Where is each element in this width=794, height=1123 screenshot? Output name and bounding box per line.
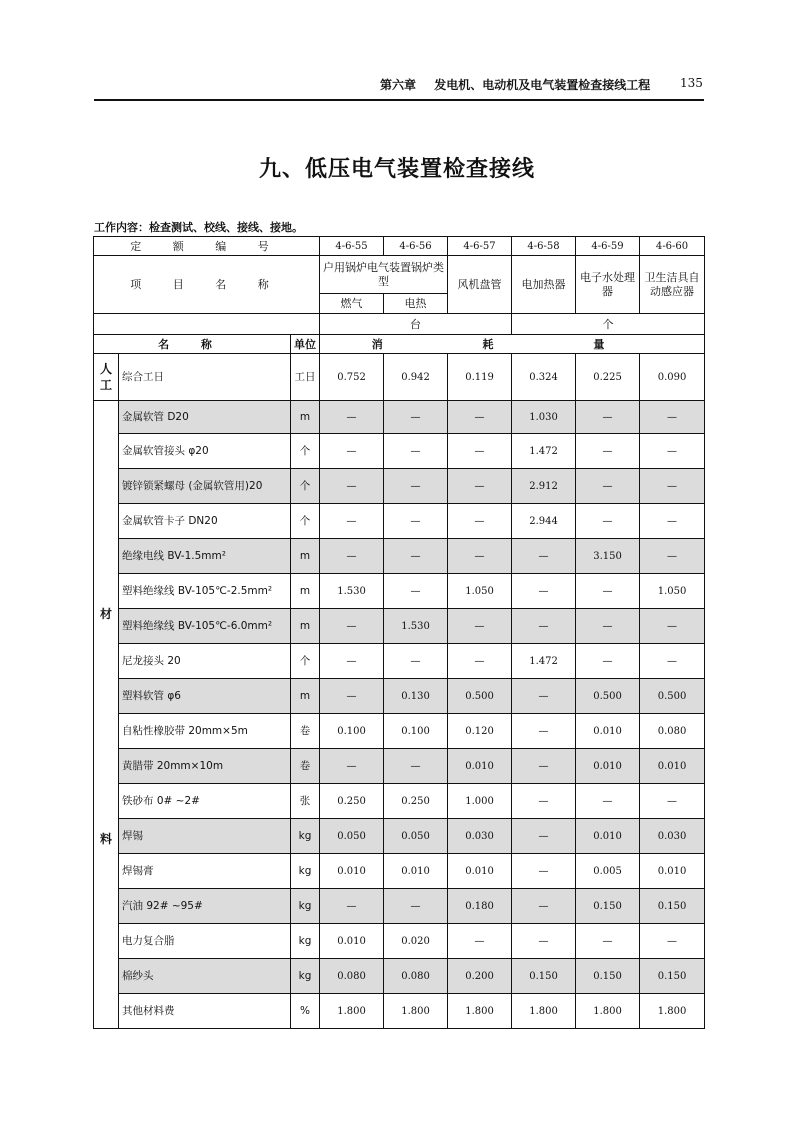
row-value: — bbox=[320, 644, 384, 679]
row-value: — bbox=[640, 644, 705, 679]
row-value: — bbox=[512, 609, 576, 644]
row-value: — bbox=[320, 539, 384, 574]
row-value: — bbox=[640, 924, 705, 959]
row-value: — bbox=[320, 401, 384, 434]
labor-category bbox=[94, 354, 119, 401]
material-category-top: 材 bbox=[99, 607, 112, 621]
row-value: — bbox=[576, 401, 640, 434]
row-value: 0.100 bbox=[384, 714, 448, 749]
section-title: 九、低压电气装置检查接线 bbox=[258, 157, 535, 182]
row-value: — bbox=[448, 504, 512, 539]
table-row bbox=[94, 819, 705, 854]
row-value: 0.752 bbox=[320, 354, 384, 401]
table-row bbox=[94, 401, 705, 434]
row-value: 0.080 bbox=[320, 959, 384, 994]
row-value: — bbox=[640, 401, 705, 434]
row-value: 0.250 bbox=[384, 784, 448, 819]
row-value: 0.010 bbox=[640, 749, 705, 784]
labor-category-text: 人工 bbox=[100, 362, 113, 392]
col-water-treatment: 电子水处理器 bbox=[576, 256, 640, 314]
row-unit: 卷 bbox=[291, 714, 320, 749]
row-value: — bbox=[640, 609, 705, 644]
col-fan-coil: 风机盘管 bbox=[448, 256, 512, 314]
row-value: — bbox=[448, 401, 512, 434]
chapter-title: 发电机、电动机及电气装置检查接线工程 bbox=[434, 78, 651, 92]
row-value: 0.010 bbox=[320, 924, 384, 959]
table-row bbox=[94, 434, 705, 469]
row-value: 0.500 bbox=[576, 679, 640, 714]
row-value: — bbox=[512, 539, 576, 574]
row-value: 1.530 bbox=[320, 574, 384, 609]
table-row bbox=[94, 609, 705, 644]
quota-code: 4-6-59 bbox=[576, 237, 640, 256]
row-unit: m bbox=[291, 539, 320, 574]
row-value: 0.050 bbox=[320, 819, 384, 854]
row-value: — bbox=[384, 574, 448, 609]
row-value: 0.500 bbox=[448, 679, 512, 714]
row-unit: kg bbox=[291, 854, 320, 889]
row-value: — bbox=[384, 504, 448, 539]
col-sanitary-sensor: 卫生洁具自动感应器 bbox=[640, 256, 705, 314]
unit-tai: 台 bbox=[320, 314, 512, 335]
row-value: 0.942 bbox=[384, 354, 448, 401]
row-value: 1.800 bbox=[320, 994, 384, 1029]
table-row bbox=[94, 889, 705, 924]
row-value: 1.800 bbox=[640, 994, 705, 1029]
row-value: — bbox=[384, 539, 448, 574]
row-value: — bbox=[640, 539, 705, 574]
row-name: 金属软管接头 φ20 bbox=[119, 434, 291, 469]
row-value: 0.080 bbox=[640, 714, 705, 749]
row-value: 0.130 bbox=[384, 679, 448, 714]
row-value: — bbox=[512, 889, 576, 924]
quota-code: 4-6-58 bbox=[512, 237, 576, 256]
row-value: — bbox=[512, 819, 576, 854]
row-unit: kg bbox=[291, 924, 320, 959]
table-row bbox=[94, 749, 705, 784]
row-value: 0.150 bbox=[576, 959, 640, 994]
row-value: 0.050 bbox=[384, 819, 448, 854]
row-value: 0.180 bbox=[448, 889, 512, 924]
row-value: — bbox=[448, 609, 512, 644]
material-category-bottom: 料 bbox=[99, 832, 112, 846]
row-value: — bbox=[512, 714, 576, 749]
consumption-header: 消 耗 量 bbox=[320, 335, 705, 354]
table-row bbox=[94, 959, 705, 994]
table-row bbox=[94, 354, 705, 401]
quota-number-label: 定 额 编 号 bbox=[94, 237, 320, 256]
row-value: 1.472 bbox=[512, 434, 576, 469]
row-name: 综合工日 bbox=[119, 354, 291, 401]
row-value: 0.080 bbox=[384, 959, 448, 994]
row-name: 电力复合脂 bbox=[119, 924, 291, 959]
row-value: — bbox=[448, 434, 512, 469]
row-value: — bbox=[384, 749, 448, 784]
row-value: 0.100 bbox=[320, 714, 384, 749]
row-name: 其他材料费 bbox=[119, 994, 291, 1029]
row-value: — bbox=[448, 924, 512, 959]
table-row bbox=[94, 679, 705, 714]
row-value: — bbox=[640, 434, 705, 469]
row-value: — bbox=[384, 469, 448, 504]
material-category bbox=[94, 401, 119, 1029]
row-unit: 个 bbox=[291, 434, 320, 469]
row-value: 0.030 bbox=[640, 819, 705, 854]
table-row bbox=[94, 714, 705, 749]
row-name: 塑料绝缘线 BV-105℃-2.5mm² bbox=[119, 574, 291, 609]
row-value: — bbox=[384, 644, 448, 679]
row-name: 金属软管 D20 bbox=[119, 401, 291, 434]
row-name: 绝缘电线 BV-1.5mm² bbox=[119, 539, 291, 574]
quota-table bbox=[93, 236, 705, 1029]
row-value: — bbox=[512, 574, 576, 609]
row-value: 1.800 bbox=[576, 994, 640, 1029]
row-value: 0.010 bbox=[576, 714, 640, 749]
quota-code: 4-6-56 bbox=[384, 237, 448, 256]
row-value: 1.800 bbox=[384, 994, 448, 1029]
header-rule bbox=[94, 99, 704, 101]
row-value: 0.010 bbox=[320, 854, 384, 889]
row-name: 铁砂布 0# ~2# bbox=[119, 784, 291, 819]
row-value: 1.050 bbox=[448, 574, 512, 609]
row-name: 尼龙接头 20 bbox=[119, 644, 291, 679]
row-value: — bbox=[576, 504, 640, 539]
row-value: 0.020 bbox=[384, 924, 448, 959]
row-value: — bbox=[576, 644, 640, 679]
row-value: 0.150 bbox=[640, 959, 705, 994]
row-value: — bbox=[448, 539, 512, 574]
row-value: 0.150 bbox=[640, 889, 705, 924]
row-value: 1.000 bbox=[448, 784, 512, 819]
row-value: 0.030 bbox=[448, 819, 512, 854]
row-value: 2.912 bbox=[512, 469, 576, 504]
row-value: — bbox=[640, 784, 705, 819]
row-name: 塑料绝缘线 BV-105℃-6.0mm² bbox=[119, 609, 291, 644]
row-unit: kg bbox=[291, 959, 320, 994]
boiler-group-header: 户用锅炉电气装置锅炉类型 bbox=[320, 256, 448, 294]
row-value: 0.200 bbox=[448, 959, 512, 994]
table-row bbox=[94, 504, 705, 539]
work-content: 工作内容：检查测试、校线、接线、接地。 bbox=[94, 221, 303, 234]
unit-ge: 个 bbox=[512, 314, 705, 335]
row-value: — bbox=[576, 609, 640, 644]
row-value: — bbox=[320, 504, 384, 539]
row-value: 1.800 bbox=[448, 994, 512, 1029]
row-unit: 张 bbox=[291, 784, 320, 819]
quota-code: 4-6-55 bbox=[320, 237, 384, 256]
table-row bbox=[94, 854, 705, 889]
row-value: 1.050 bbox=[640, 574, 705, 609]
row-name: 自粘性橡胶带 20mm×5m bbox=[119, 714, 291, 749]
row-value: 0.119 bbox=[448, 354, 512, 401]
row-value: 0.225 bbox=[576, 354, 640, 401]
row-value: 1.030 bbox=[512, 401, 576, 434]
table-row bbox=[94, 574, 705, 609]
row-value: — bbox=[320, 609, 384, 644]
chapter-number: 第六章 bbox=[380, 78, 417, 92]
table-row bbox=[94, 644, 705, 679]
table-row bbox=[94, 469, 705, 504]
row-value: 0.324 bbox=[512, 354, 576, 401]
row-value: — bbox=[576, 434, 640, 469]
row-unit: 个 bbox=[291, 469, 320, 504]
row-unit: kg bbox=[291, 819, 320, 854]
row-unit: 个 bbox=[291, 644, 320, 679]
row-value: 0.005 bbox=[576, 854, 640, 889]
row-value: — bbox=[576, 784, 640, 819]
row-unit: m bbox=[291, 401, 320, 434]
row-unit: 个 bbox=[291, 504, 320, 539]
row-value: — bbox=[384, 889, 448, 924]
row-value: 0.010 bbox=[448, 749, 512, 784]
row-value: — bbox=[512, 924, 576, 959]
row-value: — bbox=[320, 469, 384, 504]
row-value: 0.010 bbox=[448, 854, 512, 889]
row-value: 0.090 bbox=[640, 354, 705, 401]
row-value: 0.250 bbox=[320, 784, 384, 819]
row-value: 2.944 bbox=[512, 504, 576, 539]
row-value: — bbox=[320, 749, 384, 784]
row-value: — bbox=[320, 679, 384, 714]
row-value: — bbox=[448, 644, 512, 679]
row-value: 0.150 bbox=[576, 889, 640, 924]
row-name: 镀锌锁紧螺母 (金属软管用)20 bbox=[119, 469, 291, 504]
row-unit: 卷 bbox=[291, 749, 320, 784]
row-value: 0.010 bbox=[576, 819, 640, 854]
row-value: — bbox=[576, 574, 640, 609]
row-value: 1.472 bbox=[512, 644, 576, 679]
row-value: 0.010 bbox=[384, 854, 448, 889]
quota-code: 4-6-57 bbox=[448, 237, 512, 256]
row-name: 汽油 92# ~95# bbox=[119, 889, 291, 924]
row-unit: m bbox=[291, 679, 320, 714]
row-unit: kg bbox=[291, 889, 320, 924]
row-value: — bbox=[448, 469, 512, 504]
table-row bbox=[94, 539, 705, 574]
table-row bbox=[94, 784, 705, 819]
row-value: 0.010 bbox=[576, 749, 640, 784]
page-number: 135 bbox=[680, 76, 703, 90]
row-value: 1.800 bbox=[512, 994, 576, 1029]
row-name: 焊锡 bbox=[119, 819, 291, 854]
row-name: 焊锡膏 bbox=[119, 854, 291, 889]
row-value: — bbox=[512, 749, 576, 784]
row-name: 黄腊带 20mm×10m bbox=[119, 749, 291, 784]
row-name: 金属软管卡子 DN20 bbox=[119, 504, 291, 539]
col-electric-heater: 电加热器 bbox=[512, 256, 576, 314]
running-header bbox=[380, 76, 703, 93]
row-unit: m bbox=[291, 574, 320, 609]
sub-header-electric: 电热 bbox=[384, 294, 448, 314]
quota-code: 4-6-60 bbox=[640, 237, 705, 256]
row-value: — bbox=[512, 784, 576, 819]
row-name: 棉纱头 bbox=[119, 959, 291, 994]
row-value: 0.150 bbox=[512, 959, 576, 994]
row-value: 3.150 bbox=[576, 539, 640, 574]
unit-row-spacer bbox=[94, 314, 320, 335]
table-row bbox=[94, 924, 705, 959]
row-value: 1.530 bbox=[384, 609, 448, 644]
row-value: — bbox=[384, 434, 448, 469]
unit-column-header: 单位 bbox=[291, 335, 320, 354]
item-name-label: 项 目 名 称 bbox=[94, 256, 320, 314]
sub-header-gas: 燃气 bbox=[320, 294, 384, 314]
row-value: — bbox=[384, 401, 448, 434]
row-value: — bbox=[512, 679, 576, 714]
row-value: — bbox=[512, 854, 576, 889]
row-value: — bbox=[320, 434, 384, 469]
row-unit: m bbox=[291, 609, 320, 644]
row-name: 塑料软管 φ6 bbox=[119, 679, 291, 714]
row-unit: % bbox=[291, 994, 320, 1029]
row-value: — bbox=[576, 469, 640, 504]
table-row bbox=[94, 994, 705, 1029]
row-value: — bbox=[640, 504, 705, 539]
row-unit: 工日 bbox=[291, 354, 320, 401]
row-value: — bbox=[640, 469, 705, 504]
row-value: 0.010 bbox=[640, 854, 705, 889]
name-column-header: 名 称 bbox=[94, 335, 291, 354]
row-value: — bbox=[576, 924, 640, 959]
row-value: 0.500 bbox=[640, 679, 705, 714]
row-value: 0.120 bbox=[448, 714, 512, 749]
row-value: — bbox=[320, 889, 384, 924]
